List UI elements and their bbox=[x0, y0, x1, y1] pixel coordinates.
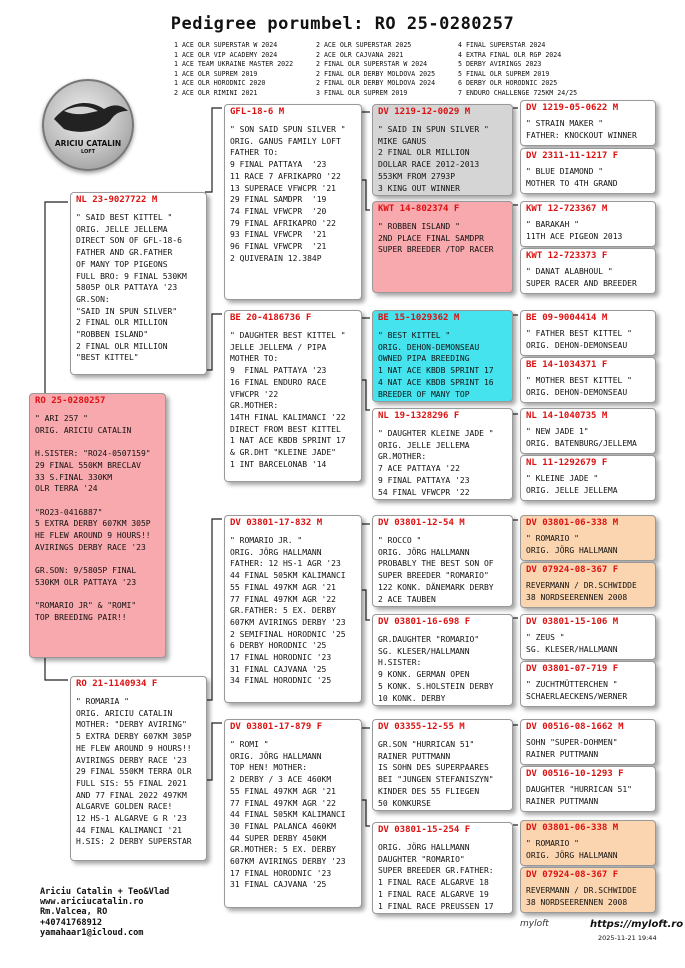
pigeon-card[interactable] bbox=[70, 192, 207, 375]
ring-number: DV 03801-07-719 F bbox=[526, 664, 619, 674]
pigeon-info-line: 2 SEMIFINAL HORODNIC '25 bbox=[230, 629, 346, 639]
pigeon-card[interactable] bbox=[520, 455, 656, 501]
pigeon-info-line: HE FLEW AROUND 9 HOURS!! bbox=[35, 531, 151, 541]
pigeon-info-line: 54 FINAL VFWCPR '22 bbox=[378, 487, 470, 497]
pigeon-info-line: ORIG. ARICIU CATALIN bbox=[35, 425, 132, 435]
logo-subtext: LOFT bbox=[80, 149, 96, 155]
pigeon-info-line: H.SISTER: "RO24-0507159" bbox=[35, 449, 151, 459]
pigeon-info-line: 17 FINAL HORODNIC '23 bbox=[230, 653, 332, 663]
pigeon-info-line: ORIG. JÖRG HALLMANN bbox=[230, 547, 322, 557]
pigeon-info-line: ORIG. JÖRG HALLMANN bbox=[526, 850, 618, 860]
pigeon-info-line: FATHER: 12 HS-1 AGR '23 bbox=[230, 559, 341, 569]
achievement-item: 2 ACE OLR RIMINI 2021 bbox=[174, 88, 258, 97]
achievement-item: 2 FINAL OLR DERBY MOLDOVA 2025 bbox=[316, 69, 436, 78]
ring-number: DV 00516-10-1293 F bbox=[526, 769, 624, 779]
pigeon-info-line: " ROCCO " bbox=[378, 536, 422, 545]
pigeon-info-line: IS SOHN DES SUPERPAARES bbox=[378, 763, 489, 773]
pigeon-info-line: GR.SON "HURRICAN 51" bbox=[378, 740, 475, 749]
pigeon-info-line: ORIG. JÖRG HALLMANN bbox=[378, 547, 470, 557]
pigeon-card[interactable] bbox=[224, 515, 362, 703]
pigeon-info-line: ORIG. ARICIU CATALIN bbox=[76, 708, 173, 718]
pigeon-info-line: 553KM FROM 2793P bbox=[378, 171, 456, 181]
pigeon-info-line: 530KM OLR PATTAYA '23 bbox=[35, 577, 137, 587]
pigeon-info-line: VFWCPR '22 bbox=[230, 389, 279, 399]
pigeon-card[interactable] bbox=[224, 310, 362, 482]
pigeon-info-line: " BEST KITTEL " bbox=[378, 331, 451, 340]
ring-number: DV 00516-08-1662 M bbox=[526, 722, 624, 732]
pigeon-info-line: TOP BREEDING PAIR!! bbox=[35, 612, 127, 622]
pigeon-info-line: BEI "JUNGEN STEFANISZYN" bbox=[378, 775, 494, 785]
pigeon-info-line: 44 FINAL 505KM KALIMANCI bbox=[230, 571, 346, 581]
pigeon-info-line: FULL SIS: 55 FINAL 2021 bbox=[76, 778, 187, 788]
pigeon-info-line: GR.MOTHER: bbox=[230, 401, 279, 411]
pigeon-info-line: 29 FINAL 550KM BRECLAV bbox=[35, 460, 141, 470]
pigeon-info-line: " DANAT ALABHOUL " bbox=[526, 267, 613, 276]
pigeon-info-line: ALGARVE GOLDEN RACE! bbox=[76, 802, 173, 812]
pigeon-info-line: 2 FINAL OLR MILLION bbox=[76, 318, 168, 328]
achievement-item: 1 ACE OLR HORODNIC 2020 bbox=[174, 79, 266, 88]
pigeon-info-line: 79 FINAL AFRIKAPRO '22 bbox=[230, 218, 336, 228]
pigeon-card[interactable] bbox=[224, 104, 362, 300]
pigeon-info-line: 2ND PLACE FINAL SAMDPR bbox=[378, 233, 484, 243]
pigeon-info-line: " MOTHER BEST KITTEL " bbox=[526, 376, 632, 385]
pigeon-info-line: " ROMARIO " bbox=[526, 839, 579, 848]
pigeon-info-line: JELLE JELLEMA / PIPA bbox=[230, 342, 327, 352]
achievement-item: 4 EXTRA FINAL OLR RGP 2024 bbox=[458, 50, 562, 59]
pigeon-info-line: OWNED PIPA BREEDING bbox=[378, 354, 470, 364]
pigeon-card[interactable] bbox=[520, 201, 656, 247]
pigeon-info-line: 607KM AVIRINGS DERBY '23 bbox=[230, 857, 346, 867]
ring-number: BE 15-1029362 M bbox=[378, 313, 460, 323]
pigeon-card[interactable] bbox=[372, 719, 513, 811]
pigeon-info-line: & GR.DHT "KLEINE JADE" bbox=[230, 448, 336, 458]
pigeon-info-line: "SAID IN SPUN SILVER" bbox=[76, 306, 178, 316]
ring-number: NL 11-1292679 F bbox=[526, 458, 608, 468]
achievement-item: 1 ACE OLR SUPERSTAR W 2024 bbox=[174, 41, 278, 49]
pigeon-info-line: " SAID IN SPUN SILVER " bbox=[378, 125, 489, 134]
pigeon-info-line: 2 FINAL OLR MILLION bbox=[76, 341, 168, 351]
pigeon-info-line: 33 S.FINAL 330KM bbox=[35, 472, 113, 482]
pigeon-info-line: " STRAIN MAKER " bbox=[526, 119, 604, 128]
pigeon-info-line: GR.FATHER: 5 EX. DERBY bbox=[230, 606, 336, 616]
pigeon-card[interactable] bbox=[520, 766, 656, 812]
site-link[interactable]: https://myloft.ro bbox=[590, 919, 684, 930]
pigeon-info-line: ORIG. GANUS FAMILY LOFT bbox=[230, 136, 341, 146]
pigeon-info-line: SUPER BREEDER /TOP RACER bbox=[378, 245, 494, 255]
pigeon-info-line: " ZUCHTMÜTTERCHEN " bbox=[526, 680, 618, 689]
pigeon-info-line: TOP HEN! MOTHER: bbox=[230, 763, 308, 773]
pigeon-card[interactable] bbox=[372, 408, 513, 500]
achievement-item: 2 FINAL OLR SUPERSTAR W 2024 bbox=[316, 60, 428, 69]
ring-number: DV 03801-06-338 M bbox=[526, 823, 619, 833]
brand-logo: myloft bbox=[520, 919, 549, 929]
pigeon-info-line: DAUGHTER "HURRICAN 51" bbox=[526, 785, 632, 794]
pigeon-info-line: 16 FINAL ENDURO RACE bbox=[230, 377, 327, 387]
pigeon-info-line: 38 NORDSEERENNEN 2008 bbox=[526, 897, 628, 907]
ring-number: DV 2311-11-1217 F bbox=[526, 151, 619, 161]
ring-number: DV 03801-15-254 F bbox=[378, 825, 471, 835]
pigeon-info-line: MOTHER TO 4TH GRAND bbox=[526, 178, 618, 188]
pigeon-info-line: FULL BRO: 9 FINAL 530KM bbox=[76, 271, 187, 281]
pigeon-info-line: "ROBBEN ISLAND" bbox=[76, 330, 149, 340]
ring-number: DV 03801-15-106 M bbox=[526, 617, 619, 627]
pigeon-info-line: " SAID BEST KITTEL " bbox=[76, 213, 173, 222]
achievement-item: 1 ACE TEAM UKRAINE MASTER 2022 bbox=[174, 60, 294, 69]
pigeon-info-line: OF MANY TOP PIGEONS bbox=[76, 259, 168, 269]
pigeon-info-line: 5805P OLR PATTAYA '23 bbox=[76, 283, 178, 293]
achievement-item: 1 ACE OLR SUPREM 2019 bbox=[174, 69, 258, 78]
pigeon-info-line: GR.SON: 9/5805P FINAL bbox=[35, 566, 137, 576]
pigeon-info-line: " ROMARIO " bbox=[526, 534, 579, 543]
pigeon-info-line: MOTHER TO: bbox=[230, 354, 279, 364]
pigeon-card[interactable] bbox=[372, 310, 513, 402]
pigeon-info-line: DAUGHTER "ROMARIO" bbox=[378, 854, 465, 864]
pigeon-card[interactable] bbox=[520, 310, 656, 356]
pigeon-info-line: 607KM AVIRINGS DERBY '23 bbox=[230, 617, 346, 627]
pigeon-info-line: SUPER BREEDER GR.FATHER: bbox=[378, 866, 494, 876]
pigeon-card[interactable] bbox=[372, 614, 513, 706]
pigeon-info-line: 5 KONK. S.HOLSTEIN DERBY bbox=[378, 681, 494, 691]
pigeon-card[interactable] bbox=[520, 562, 656, 608]
pigeon-info-line: 31 FINAL CAJVANA '25 bbox=[230, 664, 327, 674]
pigeon-info-line: " SON SAID SPUN SILVER " bbox=[230, 125, 346, 134]
pigeon-info-line: GR.SON: bbox=[76, 294, 110, 304]
pigeon-info-line: 9 FINAL PATTAYA '23 bbox=[230, 366, 327, 376]
pigeon-info-line: " NEW JADE 1" bbox=[526, 427, 589, 436]
pigeon-info-line: KINDER DES 55 FLIEGEN bbox=[378, 786, 480, 796]
pigeon-info-line: 96 FINAL VFWCPR '21 bbox=[230, 242, 327, 252]
pigeon-info-line: 9 KONK. GERMAN OPEN bbox=[378, 670, 470, 680]
pigeon-info-line: 4 NAT ACE KBDB SPRINT 16 bbox=[378, 377, 494, 387]
pigeon-info-line: GR.DAUGHTER "ROMARIO" bbox=[378, 635, 480, 644]
pigeon-info-line: 2 DERBY / 3 ACE 460KM bbox=[230, 775, 332, 785]
ring-number: DV 1219-12-0029 M bbox=[378, 107, 471, 117]
pigeon-info-line: 93 FINAL VFWCPR '21 bbox=[230, 230, 327, 240]
pigeon-info-line: ORIG. JÖRG HALLMANN bbox=[378, 843, 470, 852]
pigeon-info-line: " ROMI " bbox=[230, 740, 269, 749]
pigeon-info-line: " KLEINE JADE " bbox=[526, 474, 599, 483]
pigeon-info-line: RAINER PUTTMANN bbox=[526, 749, 599, 759]
pigeon-info-line: " FATHER BEST KITTEL " bbox=[526, 329, 632, 338]
ring-number: DV 03801-17-832 M bbox=[230, 518, 323, 528]
pigeon-info-line: " DAUGHTER BEST KITTEL " bbox=[230, 331, 346, 340]
achievement-item: 2 ACE OLR SUPERSTAR 2025 bbox=[316, 41, 412, 49]
pigeon-info-line: 50 KONKURSE bbox=[378, 798, 431, 808]
pigeon-info-line: 31 FINAL CAJVANA '25 bbox=[230, 880, 327, 890]
pigeon-info-line: 5 EXTRA DERBY 607KM 305P bbox=[76, 732, 192, 742]
pigeon-info-line: AVIRINGS DERBY RACE '23 bbox=[76, 755, 187, 765]
achievement-item: 4 FINAL SUPERSTAR 2024 bbox=[458, 41, 546, 49]
pigeon-info-line: 29 FINAL 550KM TERRA OLR bbox=[76, 767, 192, 777]
pigeon-info-line: 44 SUPER DERBY 450KM bbox=[230, 833, 327, 843]
pigeon-info-line: 29 FINAL SAMDPR '19 bbox=[230, 195, 327, 205]
pigeon-info-line: GR.MOTHER: 5 EX. DERBY bbox=[230, 845, 336, 855]
ring-number: RO 25-0280257 bbox=[35, 396, 106, 406]
pigeon-info-line: RAINER PUTTMANN bbox=[526, 796, 599, 806]
pigeon-info-line: 44 FINAL KALIMANCI '21 bbox=[76, 825, 182, 835]
pigeon-info-line: ORIG. JÖRG HALLMANN bbox=[230, 751, 322, 761]
pigeon-card[interactable] bbox=[520, 408, 656, 454]
ring-number: DV 03801-17-879 F bbox=[230, 722, 323, 732]
pigeon-info-line: 11 RACE 7 AFRIKAPRO '22 bbox=[230, 171, 341, 181]
pigeon-info-line: 77 FINAL 497KM AGR '22 bbox=[230, 798, 336, 808]
ring-number: GFL-18-6 M bbox=[230, 107, 285, 117]
pigeon-info-line: ORIG. JÖRG HALLMANN bbox=[526, 545, 618, 555]
pigeon-info-line: SUPER RACER AND BREEDER bbox=[526, 278, 637, 288]
logo-text: ARICIU CATALIN bbox=[54, 139, 122, 148]
contact-line: +40741768912 bbox=[40, 917, 103, 928]
pigeon-info-line: AND 77 FINAL 2022 497KM bbox=[76, 790, 187, 800]
ring-number: KWT 12-723367 M bbox=[526, 204, 608, 214]
ring-number: DV 03801-12-54 M bbox=[378, 518, 465, 528]
pigeon-info-line: 30 FINAL PALANCA 460KM bbox=[230, 821, 336, 831]
pigeon-card[interactable] bbox=[372, 201, 513, 293]
contact-line[interactable]: www.ariciucatalin.ro bbox=[40, 897, 144, 908]
pigeon-info-line: 2 QUIVERAIN 12.384P bbox=[230, 253, 322, 263]
pigeon-info-line: 11TH ACE PIGEON 2013 bbox=[526, 231, 623, 241]
pigeon-info-line: SG. KLESER/HALLMANN bbox=[526, 644, 618, 654]
pigeon-info-line: SCHAERLAECKENS/WERNER bbox=[526, 691, 628, 701]
pigeon-info-line: DIRECT FROM BEST KITTEL bbox=[230, 424, 341, 434]
achievement-item: 2 ACE OLR CAJVANA 2021 bbox=[316, 50, 404, 59]
pigeon-info-line: 2 FINAL OLR MILLION bbox=[378, 148, 470, 158]
pigeon-info-line: FATHER: KNOCKOUT WINNER bbox=[526, 130, 637, 140]
pigeon-info-line: SG. KLESER/HALLMANN bbox=[378, 646, 470, 656]
pigeon-info-line: FATHER TO: bbox=[230, 148, 279, 158]
pigeon-info-line: 122 KONK. DÄNEMARK DERBY bbox=[378, 582, 494, 592]
pigeon-info-line: 34 FINAL HORODNIC '25 bbox=[230, 676, 332, 686]
ring-number: DV 07924-08-367 F bbox=[526, 565, 619, 575]
pigeon-info-line: DOLLAR RACE 2012-2013 bbox=[378, 160, 480, 170]
pigeon-info-line: 7 ACE PATTAYA '22 bbox=[378, 464, 460, 474]
ring-number: DV 03801-06-338 M bbox=[526, 518, 619, 528]
pigeon-info-line: " ZEUS " bbox=[526, 633, 565, 642]
pigeon-info-line: 10 KONK. DERBY bbox=[378, 693, 446, 703]
pigeon-info-line: 12 HS-1 ALGARVE G R '23 bbox=[76, 814, 187, 824]
ring-number: DV 03801-16-698 F bbox=[378, 617, 471, 627]
achievement-item: 5 DERBY AVIRINGS 2023 bbox=[458, 60, 542, 69]
pigeon-info-line: 2 ACE TAUBEN bbox=[378, 594, 436, 604]
pigeon-info-line: " ROMARIO JR. " bbox=[230, 536, 303, 545]
pigeon-card[interactable] bbox=[520, 614, 656, 660]
ring-number: DV 07924-08-367 F bbox=[526, 870, 619, 880]
pigeon-info-line: 44 FINAL 505KM KALIMANCI bbox=[230, 810, 346, 820]
pigeon-info-line: ORIG. DEHON-DEMONSEAU bbox=[526, 387, 628, 397]
pigeon-info-line: AVIRINGS DERBY RACE '23 bbox=[35, 542, 146, 552]
achievement-item: 5 FINAL OLR SUPREM 2019 bbox=[458, 69, 550, 78]
pigeon-info-line: MIKE GANUS bbox=[378, 136, 427, 146]
pigeon-card[interactable] bbox=[520, 719, 656, 765]
pigeon-info-line: FATHER AND GR.FATHER bbox=[76, 248, 173, 258]
pigeon-info-line: MOTHER: "DERBY AVIRING" bbox=[76, 720, 187, 730]
pigeon-info-line: ORIG. JELLE JELLEMA bbox=[526, 485, 618, 495]
ring-number: NL 14-1040735 M bbox=[526, 411, 608, 421]
contact-line: Rm.Valcea, RO bbox=[40, 907, 108, 918]
ring-number: DV 1219-05-0622 M bbox=[526, 103, 619, 113]
ring-number: KWT 12-723373 F bbox=[526, 251, 608, 261]
pigeon-info-line: " BARAKAH " bbox=[526, 220, 579, 229]
pigeon-card[interactable] bbox=[520, 100, 656, 146]
pigeon-info-line: PROBABLY THE BEST SON OF bbox=[378, 559, 494, 569]
pigeon-info-line: 1 INT BARCELONAB '14 bbox=[230, 459, 327, 469]
pigeon-info-line: 9 FINAL PATTAYA '23 bbox=[378, 475, 470, 485]
ring-number: RO 21-1140934 F bbox=[76, 679, 158, 689]
pigeon-info-line: 38 NORDSEERENNEN 2008 bbox=[526, 592, 628, 602]
pigeon-info-line: 3 KING OUT WINNER bbox=[378, 183, 460, 193]
pigeon-info-line: 1 FINAL RACE ALGARVE 18 bbox=[378, 878, 489, 888]
pigeon-card[interactable] bbox=[372, 104, 513, 196]
pigeon-info-line bbox=[30, 436, 165, 448]
pigeon-card[interactable] bbox=[520, 867, 656, 913]
pigeon-card[interactable] bbox=[520, 148, 656, 194]
pigeon-info-line: H.SISTER: bbox=[378, 658, 422, 668]
pigeon-info-line: 9 FINAL PATTAYA '23 bbox=[230, 160, 327, 170]
ring-number: BE 14-1034371 F bbox=[526, 360, 608, 370]
pigeon-card[interactable] bbox=[520, 820, 656, 866]
pigeon-info-line: HE FLEW AROUND 9 HOURS!! bbox=[76, 743, 192, 753]
ring-number: BE 20-4186736 F bbox=[230, 313, 312, 323]
pigeon-card[interactable] bbox=[520, 515, 656, 561]
pigeon-card[interactable] bbox=[520, 248, 656, 294]
pigeon-info-line: OLR TERRA '24 bbox=[35, 484, 98, 494]
pigeon-info-line bbox=[30, 553, 165, 565]
ring-number: BE 09-9004414 M bbox=[526, 313, 608, 323]
pigeon-info-line: "BEST KITTEL" bbox=[76, 353, 139, 363]
pigeon-info-line: BREEDER OF MANY TOP bbox=[378, 389, 470, 399]
page-title: Pedigree porumbel: RO 25-0280257 bbox=[170, 14, 515, 34]
pigeon-info-line: 1 NAT ACE KBDB SPRINT 17 bbox=[378, 366, 494, 376]
pigeon-info-line: " ROBBEN ISLAND " bbox=[378, 222, 460, 231]
pigeon-info-line bbox=[30, 495, 165, 507]
pigeon-info-line: SOHN "SUPER-DOHMEN" bbox=[526, 738, 618, 747]
pigeon-card[interactable] bbox=[372, 822, 513, 914]
achievement-item: 1 ACE OLR VIP ACADEMY 2024 bbox=[174, 50, 278, 59]
pigeon-info-line: 14TH FINAL KALIMANCI '22 bbox=[230, 412, 346, 422]
pigeon-card[interactable] bbox=[372, 515, 513, 607]
pigeon-info-line: " ROMARIA " bbox=[76, 697, 129, 706]
pigeon-info-line: 1 NAT ACE KBDB SPRINT 17 bbox=[230, 436, 346, 446]
pigeon-card[interactable] bbox=[520, 357, 656, 403]
pigeon-info-line: 1 FINAL RACE PREUSSEN 17 bbox=[378, 901, 494, 911]
pigeon-card[interactable] bbox=[29, 393, 166, 658]
pigeon-info-line: RAINER PUTTMANN bbox=[378, 751, 451, 761]
pigeon-info-line: 55 FINAL 497KM AGR '21 bbox=[230, 582, 336, 592]
pigeon-info-line: ORIG. JELLE JELLEMA bbox=[76, 224, 168, 234]
pigeon-info-line: ORIG. DEHON-DEMONSEAU bbox=[378, 342, 480, 352]
achievement-item: 3 FINAL OLR SUPREM 2019 bbox=[316, 88, 408, 97]
pigeon-info-line: " BLUE DIAMOND " bbox=[526, 167, 604, 176]
pigeon-info-line: 17 FINAL HORODNIC '23 bbox=[230, 868, 332, 878]
ring-number: NL 23-9027722 M bbox=[76, 195, 158, 205]
pigeon-info-line: 6 DERBY HORODNIC '25 bbox=[230, 641, 327, 651]
pigeon-info-line: H.SIS: 2 DERBY SUPERSTAR bbox=[76, 837, 192, 847]
achievement-item: 6 DERBY OLR HORODNIC 2025 bbox=[458, 79, 558, 88]
achievement-item: 7 ENDURO CHALLENGE 725KM 24/25 bbox=[458, 88, 578, 97]
pigeon-info-line: ORIG. BATENBURG/JELLEMA bbox=[526, 438, 637, 448]
pigeon-info-line: ORIG. DEHON-DEMONSEAU bbox=[526, 340, 628, 350]
ring-number: NL 19-1328296 F bbox=[378, 411, 460, 421]
ring-number: DV 03355-12-55 M bbox=[378, 722, 465, 732]
pigeon-info-line: 77 FINAL 497KM AGR '22 bbox=[230, 594, 336, 604]
pigeon-info-line: REVERMANN / DR.SCHWIDDE bbox=[526, 581, 637, 590]
pigeon-info-line: 5 EXTRA DERBY 607KM 305P bbox=[35, 519, 151, 529]
pigeon-info-line: 74 FINAL VFWCPR '20 bbox=[230, 206, 327, 216]
pigeon-info-line: " ARI 257 " bbox=[35, 414, 88, 423]
achievement-item: 2 FINAL OLR DERBY MOLDOVA 2024 bbox=[316, 79, 436, 88]
pigeon-info-line: "ROMARIO JR" & "ROMI" bbox=[35, 601, 137, 611]
pigeon-info-line: GR.MOTHER: bbox=[378, 452, 427, 462]
pigeon-info-line: 13 SUPERACE VFWCPR '21 bbox=[230, 183, 336, 193]
contact-line[interactable]: yamahaar1@icloud.com bbox=[40, 927, 144, 938]
pigeon-info-line: REVERMANN / DR.SCHWIDDE bbox=[526, 886, 637, 895]
pigeon-info-line: " DAUGHTER KLEINE JADE " bbox=[378, 429, 494, 438]
pigeon-info-line: ORIG. JELLE JELLEMA bbox=[378, 440, 470, 450]
pigeon-card[interactable] bbox=[224, 719, 362, 908]
pigeon-card[interactable] bbox=[70, 676, 207, 861]
breeder-contact bbox=[40, 887, 169, 938]
pigeon-card[interactable] bbox=[520, 661, 656, 707]
contact-line: Ariciu Catalin + Teo&Vlad bbox=[40, 887, 170, 897]
pigeon-info-line: 1 FINAL RACE ALGARVE 19 bbox=[378, 889, 489, 899]
pigeon-info-line: "RO23-0416887" bbox=[35, 507, 103, 517]
pigeon-info-line bbox=[30, 589, 165, 601]
pigeon-info-line: DIRECT SON OF GFL-18-6 bbox=[76, 236, 182, 246]
ring-number: KWT 14-802374 F bbox=[378, 204, 460, 214]
print-date: 2025-11-21 19:44 bbox=[598, 934, 657, 942]
pigeon-info-line: SUPER BREEDER "ROMARIO" bbox=[378, 571, 489, 581]
pigeon-info-line: 55 FINAL 497KM AGR '21 bbox=[230, 786, 336, 796]
